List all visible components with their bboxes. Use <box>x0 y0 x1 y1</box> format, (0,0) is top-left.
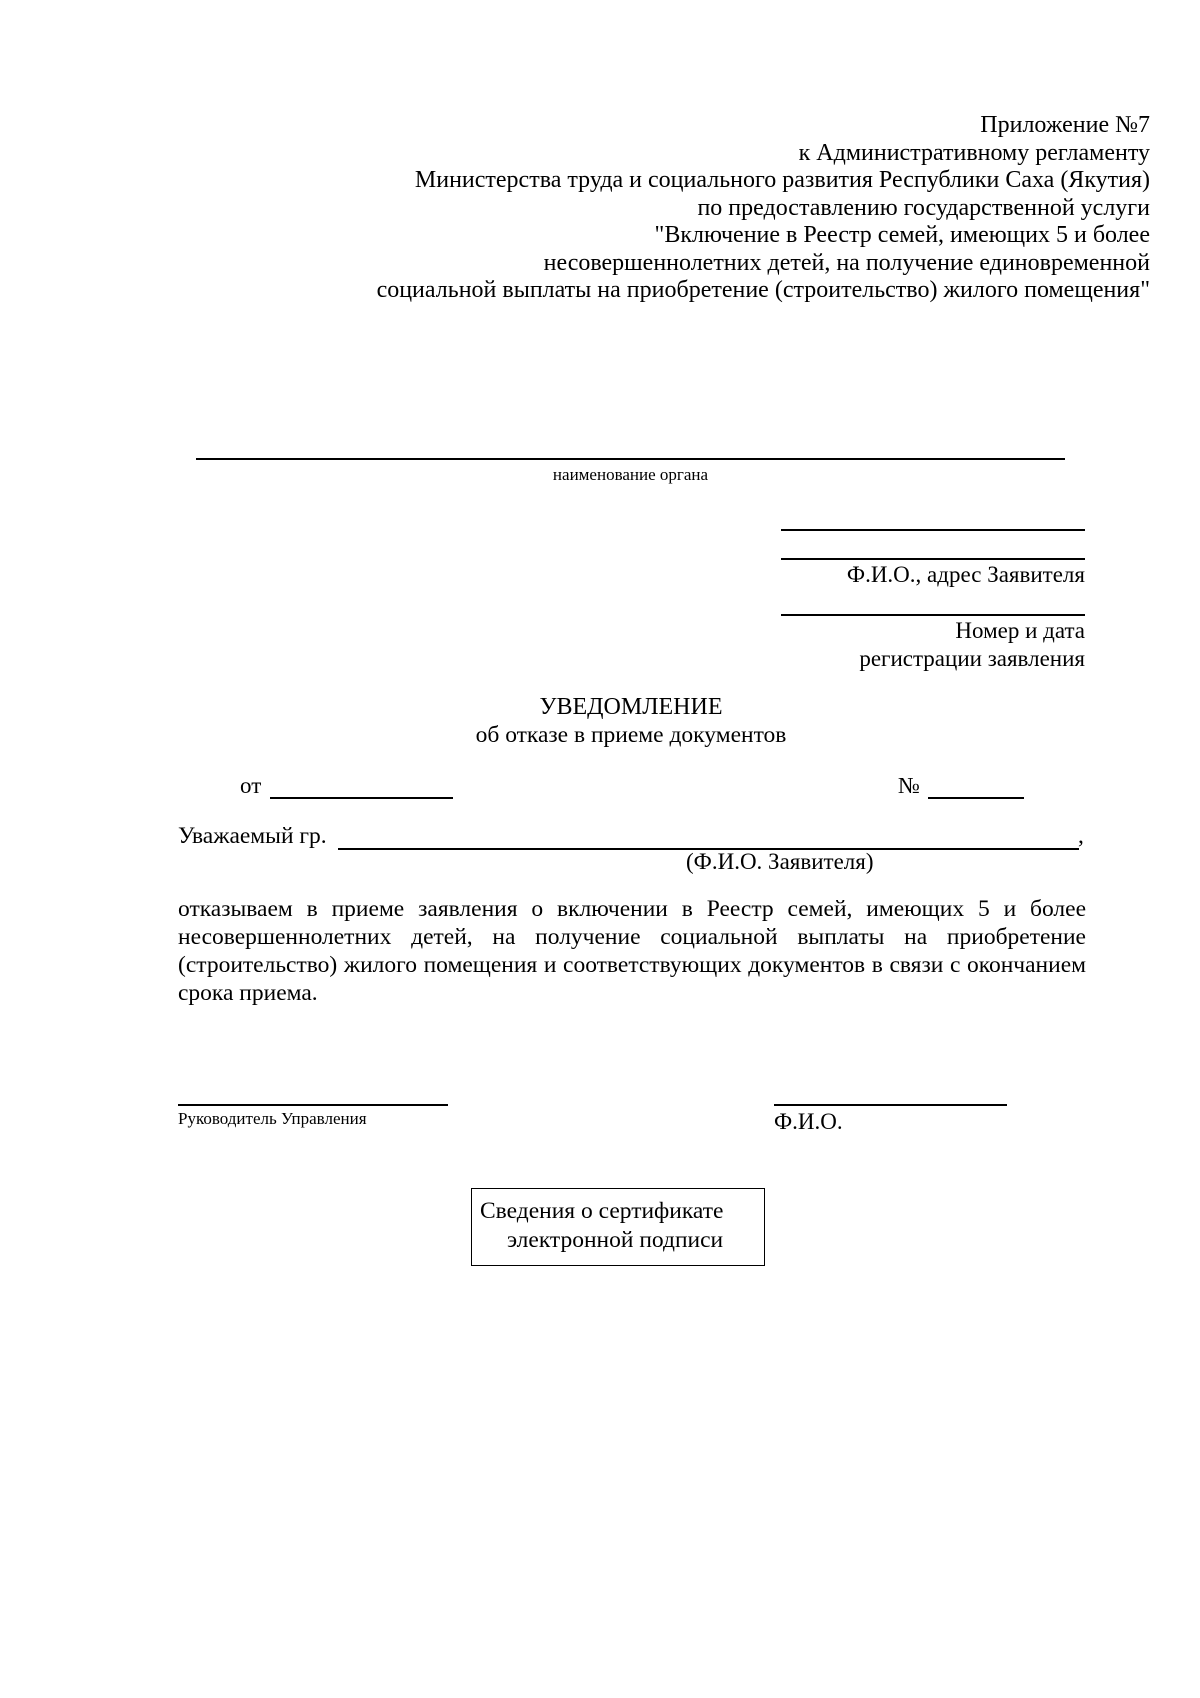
registration-caption-1: Номер и дата <box>955 618 1085 643</box>
registration-caption-2: регистрации заявления <box>859 646 1085 671</box>
number-field[interactable] <box>928 797 1024 799</box>
notice-body: отказываем в приеме заявления о включении в Реестр семей, имеющих 5 и более несовершеннолетних детей, на получение социальной выплаты на приобретение (строительство) жилого помещения и соответствующих документов в связи с окончанием срока приема. <box>178 896 1086 1006</box>
salutation-comma: , <box>1078 823 1084 849</box>
date-field[interactable] <box>270 797 453 799</box>
notice-subtitle: об отказе в приеме документов <box>475 722 787 748</box>
applicant-caption: Ф.И.О., адрес Заявителя <box>846 562 1085 587</box>
notice-title: УВЕДОМЛЕНИЕ <box>539 694 723 720</box>
certificate-box <box>471 1188 765 1266</box>
appendix-header <box>250 112 1150 305</box>
date-label: от <box>240 773 262 798</box>
authority-name-caption: наименование органа <box>552 465 709 484</box>
certificate-line-2: электронной подписи <box>507 1227 724 1253</box>
registration-line[interactable] <box>781 614 1085 616</box>
applicant-name-caption: (Ф.И.О. Заявителя) <box>686 849 874 874</box>
salutation: Уважаемый гр. <box>178 823 327 849</box>
head-signature-label: Руководитель Управления <box>178 1109 367 1128</box>
appendix-line: Приложение №7 <box>980 112 1150 138</box>
appendix-line: по предоставлению государственной услуги <box>697 194 1150 221</box>
authority-name-line[interactable] <box>196 458 1065 460</box>
appendix-line: Министерства труда и социального развития Республики Саха (Якутия) <box>414 167 1150 193</box>
fio-signature-label: Ф.И.О. <box>774 1109 843 1134</box>
fio-signature-line[interactable] <box>774 1104 1007 1106</box>
appendix-line: социальной выплаты на приобретение (строительство) жилого помещения" <box>376 277 1150 303</box>
certificate-line-1: Сведения о сертификате <box>480 1198 724 1224</box>
number-label: № <box>898 773 920 798</box>
head-signature-line[interactable] <box>178 1104 448 1106</box>
appendix-line: несовершеннолетних детей, на получение единовременной <box>543 249 1150 276</box>
applicant-line-2[interactable] <box>781 558 1085 560</box>
applicant-line-1[interactable] <box>781 529 1085 531</box>
appendix-line: к Административному регламенту <box>798 139 1150 166</box>
appendix-line: "Включение в Реестр семей, имеющих 5 и более <box>654 222 1150 248</box>
